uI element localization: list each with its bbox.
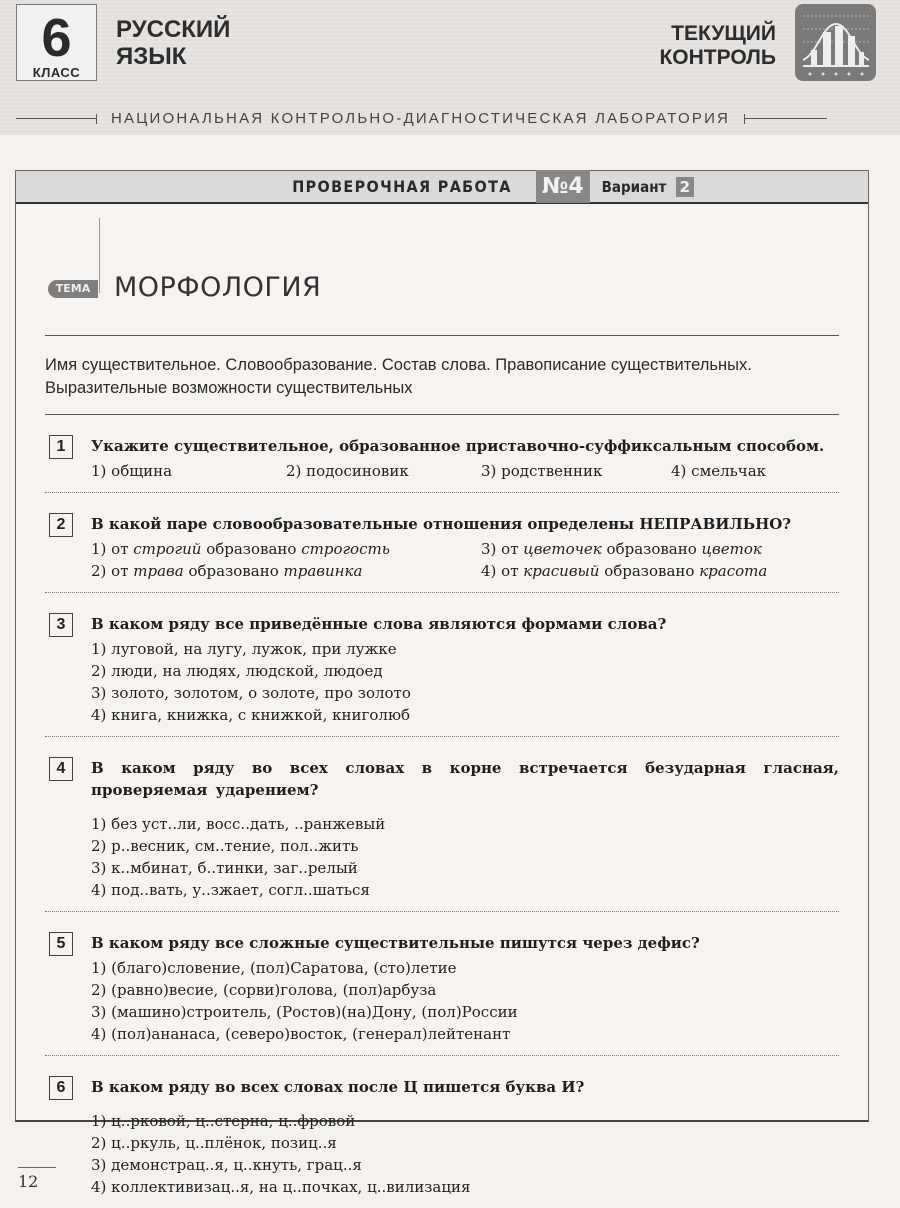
answer-option[interactable] xyxy=(91,560,481,582)
source-word: строгий xyxy=(133,540,202,558)
option-number: 3) от xyxy=(481,540,524,558)
subject-title xyxy=(116,16,230,70)
answer-options xyxy=(91,1110,839,1198)
lab-name-line xyxy=(0,110,900,127)
source-word: трава xyxy=(133,562,184,580)
answer-option[interactable]: 1) без уст..ли, восс..дать, ..ранжевый xyxy=(91,815,386,833)
answer-option[interactable]: 1) ц..рковой, ц..стерна, ц..фровой xyxy=(91,1112,356,1130)
answer-option[interactable]: 2) люди, на людях, людской, людоед xyxy=(91,662,383,680)
answer-option[interactable]: 3) к..мбинат, б..тинки, заг..релый xyxy=(91,859,358,877)
answer-option[interactable] xyxy=(481,560,841,582)
divider xyxy=(99,218,100,293)
question-5 xyxy=(45,912,839,1056)
answer-option[interactable]: 4) коллективизац..я, на ц..почках, ц..вилизация xyxy=(91,1178,471,1196)
question-number: 4 xyxy=(49,757,73,781)
grade-box xyxy=(16,4,97,81)
answer-option[interactable]: 1) луговой, на лугу, лужок, при лужке xyxy=(91,640,397,658)
option-number: 2) от xyxy=(91,562,134,580)
answer-option[interactable] xyxy=(91,538,481,560)
bell-curve-chart-icon xyxy=(795,4,876,81)
divider xyxy=(18,1167,56,1168)
topic-description: Имя существительное. Словообразование. Состав слова. Правописание существительных. Выразительные возможности существительных xyxy=(45,335,839,415)
control-line-1: ТЕКУЩИЙ xyxy=(671,22,776,45)
question-text: В каком ряду во всех словах после Ц пишется буква И? xyxy=(91,1078,585,1096)
answer-option[interactable]: 4) книга, книжка, с книжкой, книголюб xyxy=(91,706,411,724)
question-3 xyxy=(45,593,839,737)
answer-option[interactable]: 2) (равно)весие, (сорви)голова, (пол)арбуза xyxy=(91,981,437,999)
answer-option[interactable]: 2) подосиновик xyxy=(286,462,409,480)
answer-options xyxy=(91,460,839,482)
option-connector: образовано xyxy=(183,562,284,580)
answer-option[interactable]: 2) ц..ркуль, ц..плёнок, позиц..я xyxy=(91,1134,337,1152)
answer-options xyxy=(91,538,839,582)
grade-label: КЛАСС xyxy=(32,65,81,80)
variant-label: Вариант xyxy=(601,177,667,196)
option-connector: образовано xyxy=(599,562,700,580)
question-text: В каком ряду все приведённые слова являются формами слова? xyxy=(91,615,667,633)
work-title-bar xyxy=(16,171,868,204)
topic-badge: ТЕМА xyxy=(48,280,98,298)
answer-option[interactable] xyxy=(481,538,841,560)
question-number: 1 xyxy=(49,435,73,459)
answer-option[interactable]: 3) демонстрац..я, ц..кнуть, грац..я xyxy=(91,1156,362,1174)
control-type xyxy=(659,22,776,70)
question-1 xyxy=(45,415,839,493)
lab-name: НАЦИОНАЛЬНАЯ КОНТРОЛЬНО-ДИАГНОСТИЧЕСКАЯ ЛАБОРАТОРИЯ xyxy=(111,110,731,127)
option-connector: образовано xyxy=(201,540,302,558)
derived-word: травинка xyxy=(283,562,363,580)
work-title: ПРОВЕРОЧНАЯ РАБОТА xyxy=(292,177,512,196)
answer-option[interactable]: 3) родственник xyxy=(481,462,603,480)
question-text: В какой паре словообразовательные отношения определены НЕПРАВИЛЬНО? xyxy=(91,515,792,533)
work-number-badge: №4 xyxy=(536,170,590,203)
divider xyxy=(745,118,827,119)
question-6 xyxy=(45,1056,839,1208)
question-text: В каком ряду все сложные существительные пишутся через дефис? xyxy=(91,934,700,952)
question-text: В каком ряду во всех словах в корне встречается безударная гласная, проверяемая ударением? xyxy=(91,759,839,799)
option-connector: образовано xyxy=(601,540,702,558)
answer-option[interactable]: 1) (благо)словение, (пол)Саратова, (сто)летие xyxy=(91,959,457,977)
control-line-2: КОНТРОЛЬ xyxy=(659,46,776,69)
answer-option[interactable]: 3) (машино)строитель, (Ростов)(на)Дону, (пол)России xyxy=(91,1003,518,1021)
option-number: 4) от xyxy=(481,562,524,580)
derived-word: красота xyxy=(699,562,768,580)
answer-option[interactable]: 2) р..весник, см..тение, пол..жить xyxy=(91,837,359,855)
subject-line-1: РУССКИЙ xyxy=(116,16,231,43)
question-4 xyxy=(45,737,839,912)
source-word: красивый xyxy=(523,562,600,580)
question-2 xyxy=(45,493,839,593)
answer-options xyxy=(91,813,839,901)
topic-title: МОРФОЛОГИЯ xyxy=(114,272,322,303)
answer-option[interactable]: 1) община xyxy=(91,462,173,480)
variant-number-badge: 2 xyxy=(676,177,694,197)
option-number: 1) от xyxy=(91,540,134,558)
derived-word: цветок xyxy=(701,540,762,558)
answer-options xyxy=(91,957,839,1045)
answer-option[interactable]: 4) (пол)ананаса, (северо)восток, (генерал)лейтенант xyxy=(91,1025,511,1043)
grade-number: 6 xyxy=(41,8,72,68)
subject-line-2: ЯЗЫК xyxy=(116,43,187,70)
answer-option[interactable]: 4) смельчак xyxy=(671,462,767,480)
page-number: 12 xyxy=(18,1172,39,1191)
answer-options xyxy=(91,638,839,726)
source-word: цветочек xyxy=(523,540,602,558)
topic-header xyxy=(16,204,868,309)
divider xyxy=(16,118,96,119)
question-number: 3 xyxy=(49,613,73,637)
derived-word: строгость xyxy=(301,540,390,558)
answer-option[interactable]: 3) золото, золотом, о золоте, про золото xyxy=(91,684,411,702)
question-text: Укажите существительное, образованное приставочно-суффиксальным способом. xyxy=(91,437,825,455)
question-number: 5 xyxy=(49,932,73,956)
question-number: 6 xyxy=(49,1076,73,1100)
question-number: 2 xyxy=(49,513,73,537)
answer-option[interactable]: 4) под..вать, у..зжает, согл..шаться xyxy=(91,881,370,899)
